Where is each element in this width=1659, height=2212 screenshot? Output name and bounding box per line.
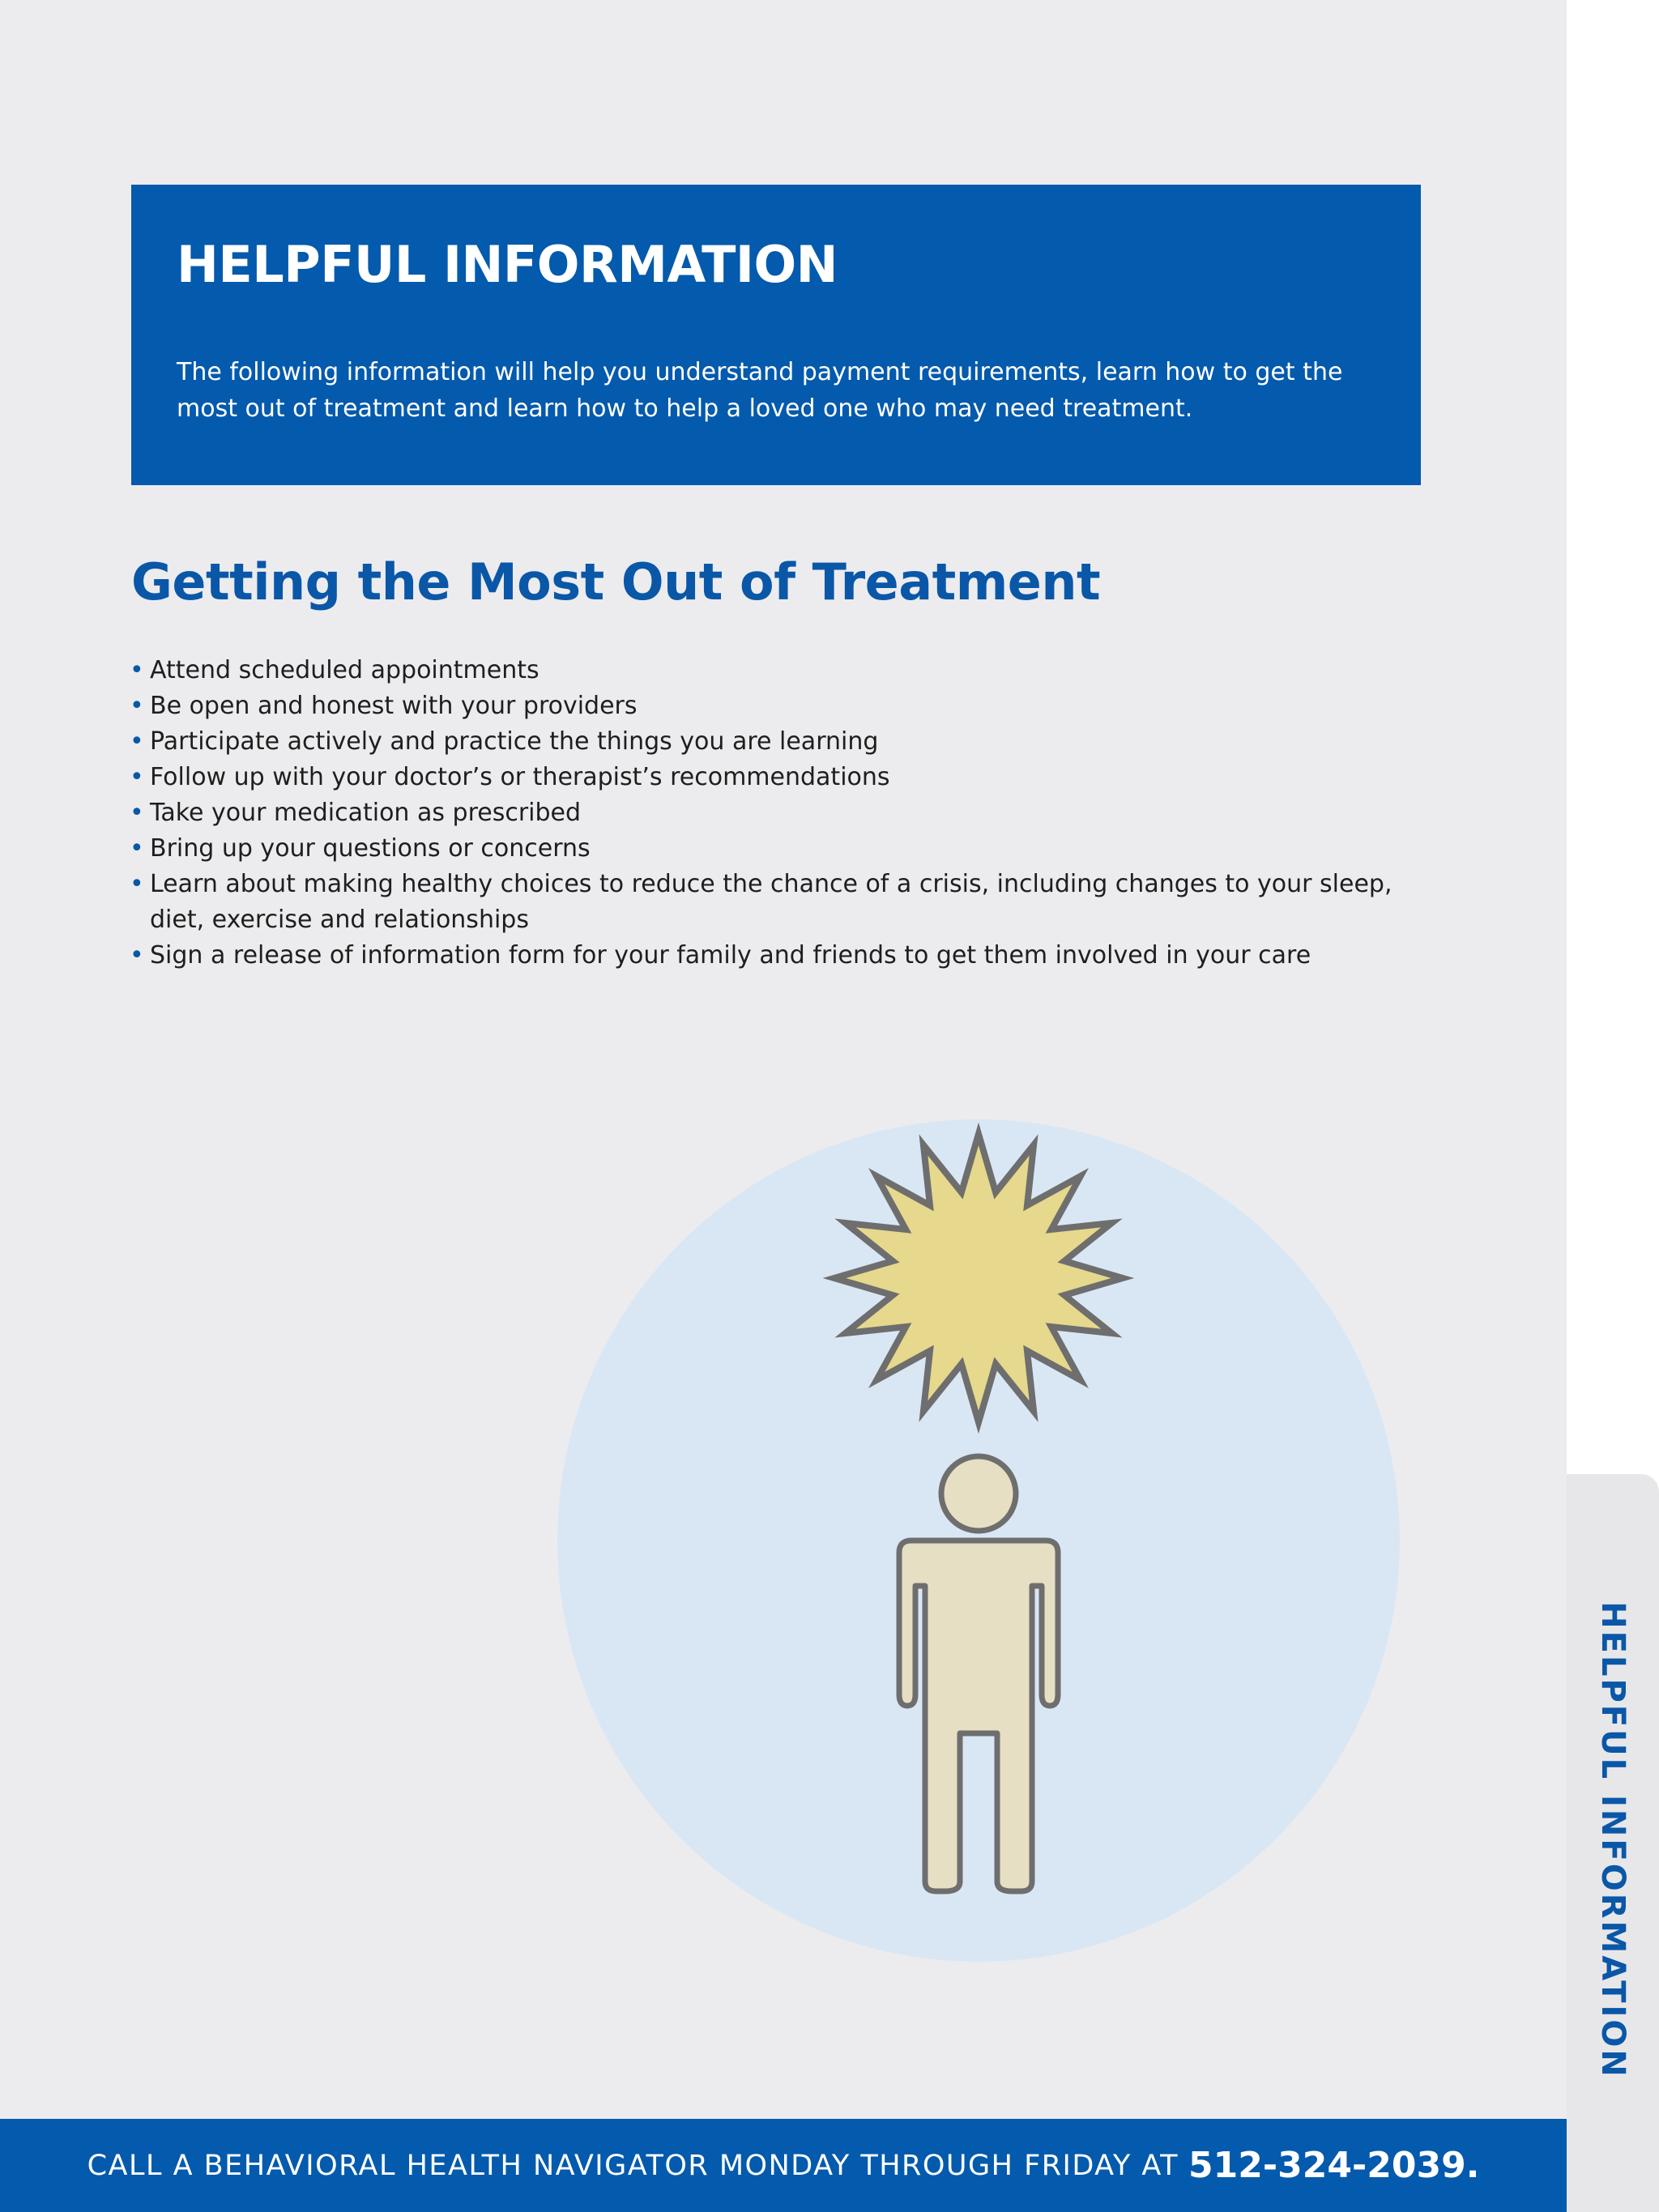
list-item [130,688,1426,724]
treatment-tips-list [130,653,1426,974]
list-item [130,760,1426,795]
list-item [130,831,1426,867]
bullet-icon: • [130,834,144,863]
header-title: HELPFUL INFORMATION [177,235,838,294]
person-head [941,1456,1016,1531]
list-item-text: Take your medication as prescribed [150,799,582,827]
list-item-text: Bring up your questions or concerns [150,834,591,863]
list-item-text: Learn about making healthy choices to reduce the chance of a crisis, including changes to your sleep, diet, exercise and relationships [150,870,1392,934]
section-title: Getting the Most Out of Treatment [131,552,1101,612]
footer-phone[interactable]: 512-324-2039. [1188,2145,1480,2186]
bullet-icon: • [130,692,144,720]
bullet-icon: • [130,799,144,827]
list-item-text: Be open and honest with your providers [150,692,638,720]
bullet-icon: • [130,870,144,898]
list-item-text: Follow up with your doctor’s or therapist’s recommendations [150,763,890,791]
bullet-icon: • [130,941,144,970]
list-item [130,724,1426,760]
list-item-text: Sign a release of information form for your family and friends to get them involved in your care [150,941,1311,970]
list-item [130,867,1426,938]
list-item [130,795,1426,831]
list-item [130,938,1426,974]
footer-text: CALL A BEHAVIORAL HEALTH NAVIGATOR MONDAY THROUGH FRIDAY AT [87,2149,1179,2182]
sun-person-illustration [557,1119,1400,1962]
side-tab-label: HELPFUL INFORMATION [1594,1601,1631,2079]
bullet-icon: • [130,656,144,684]
list-item-text: Attend scheduled appointments [150,656,539,684]
header-box [131,185,1421,485]
footer-bar [0,2119,1567,2212]
bullet-icon: • [130,763,144,791]
header-intro: The following information will help you understand payment requirements, learn how to get the most out of treatment and learn how to help a loved one who may need treatment. [177,358,1343,423]
sun-icon [834,1134,1123,1422]
list-item [130,653,1426,688]
bullet-icon: • [130,727,144,756]
list-item-text: Participate actively and practice the things you are learning [150,727,879,756]
